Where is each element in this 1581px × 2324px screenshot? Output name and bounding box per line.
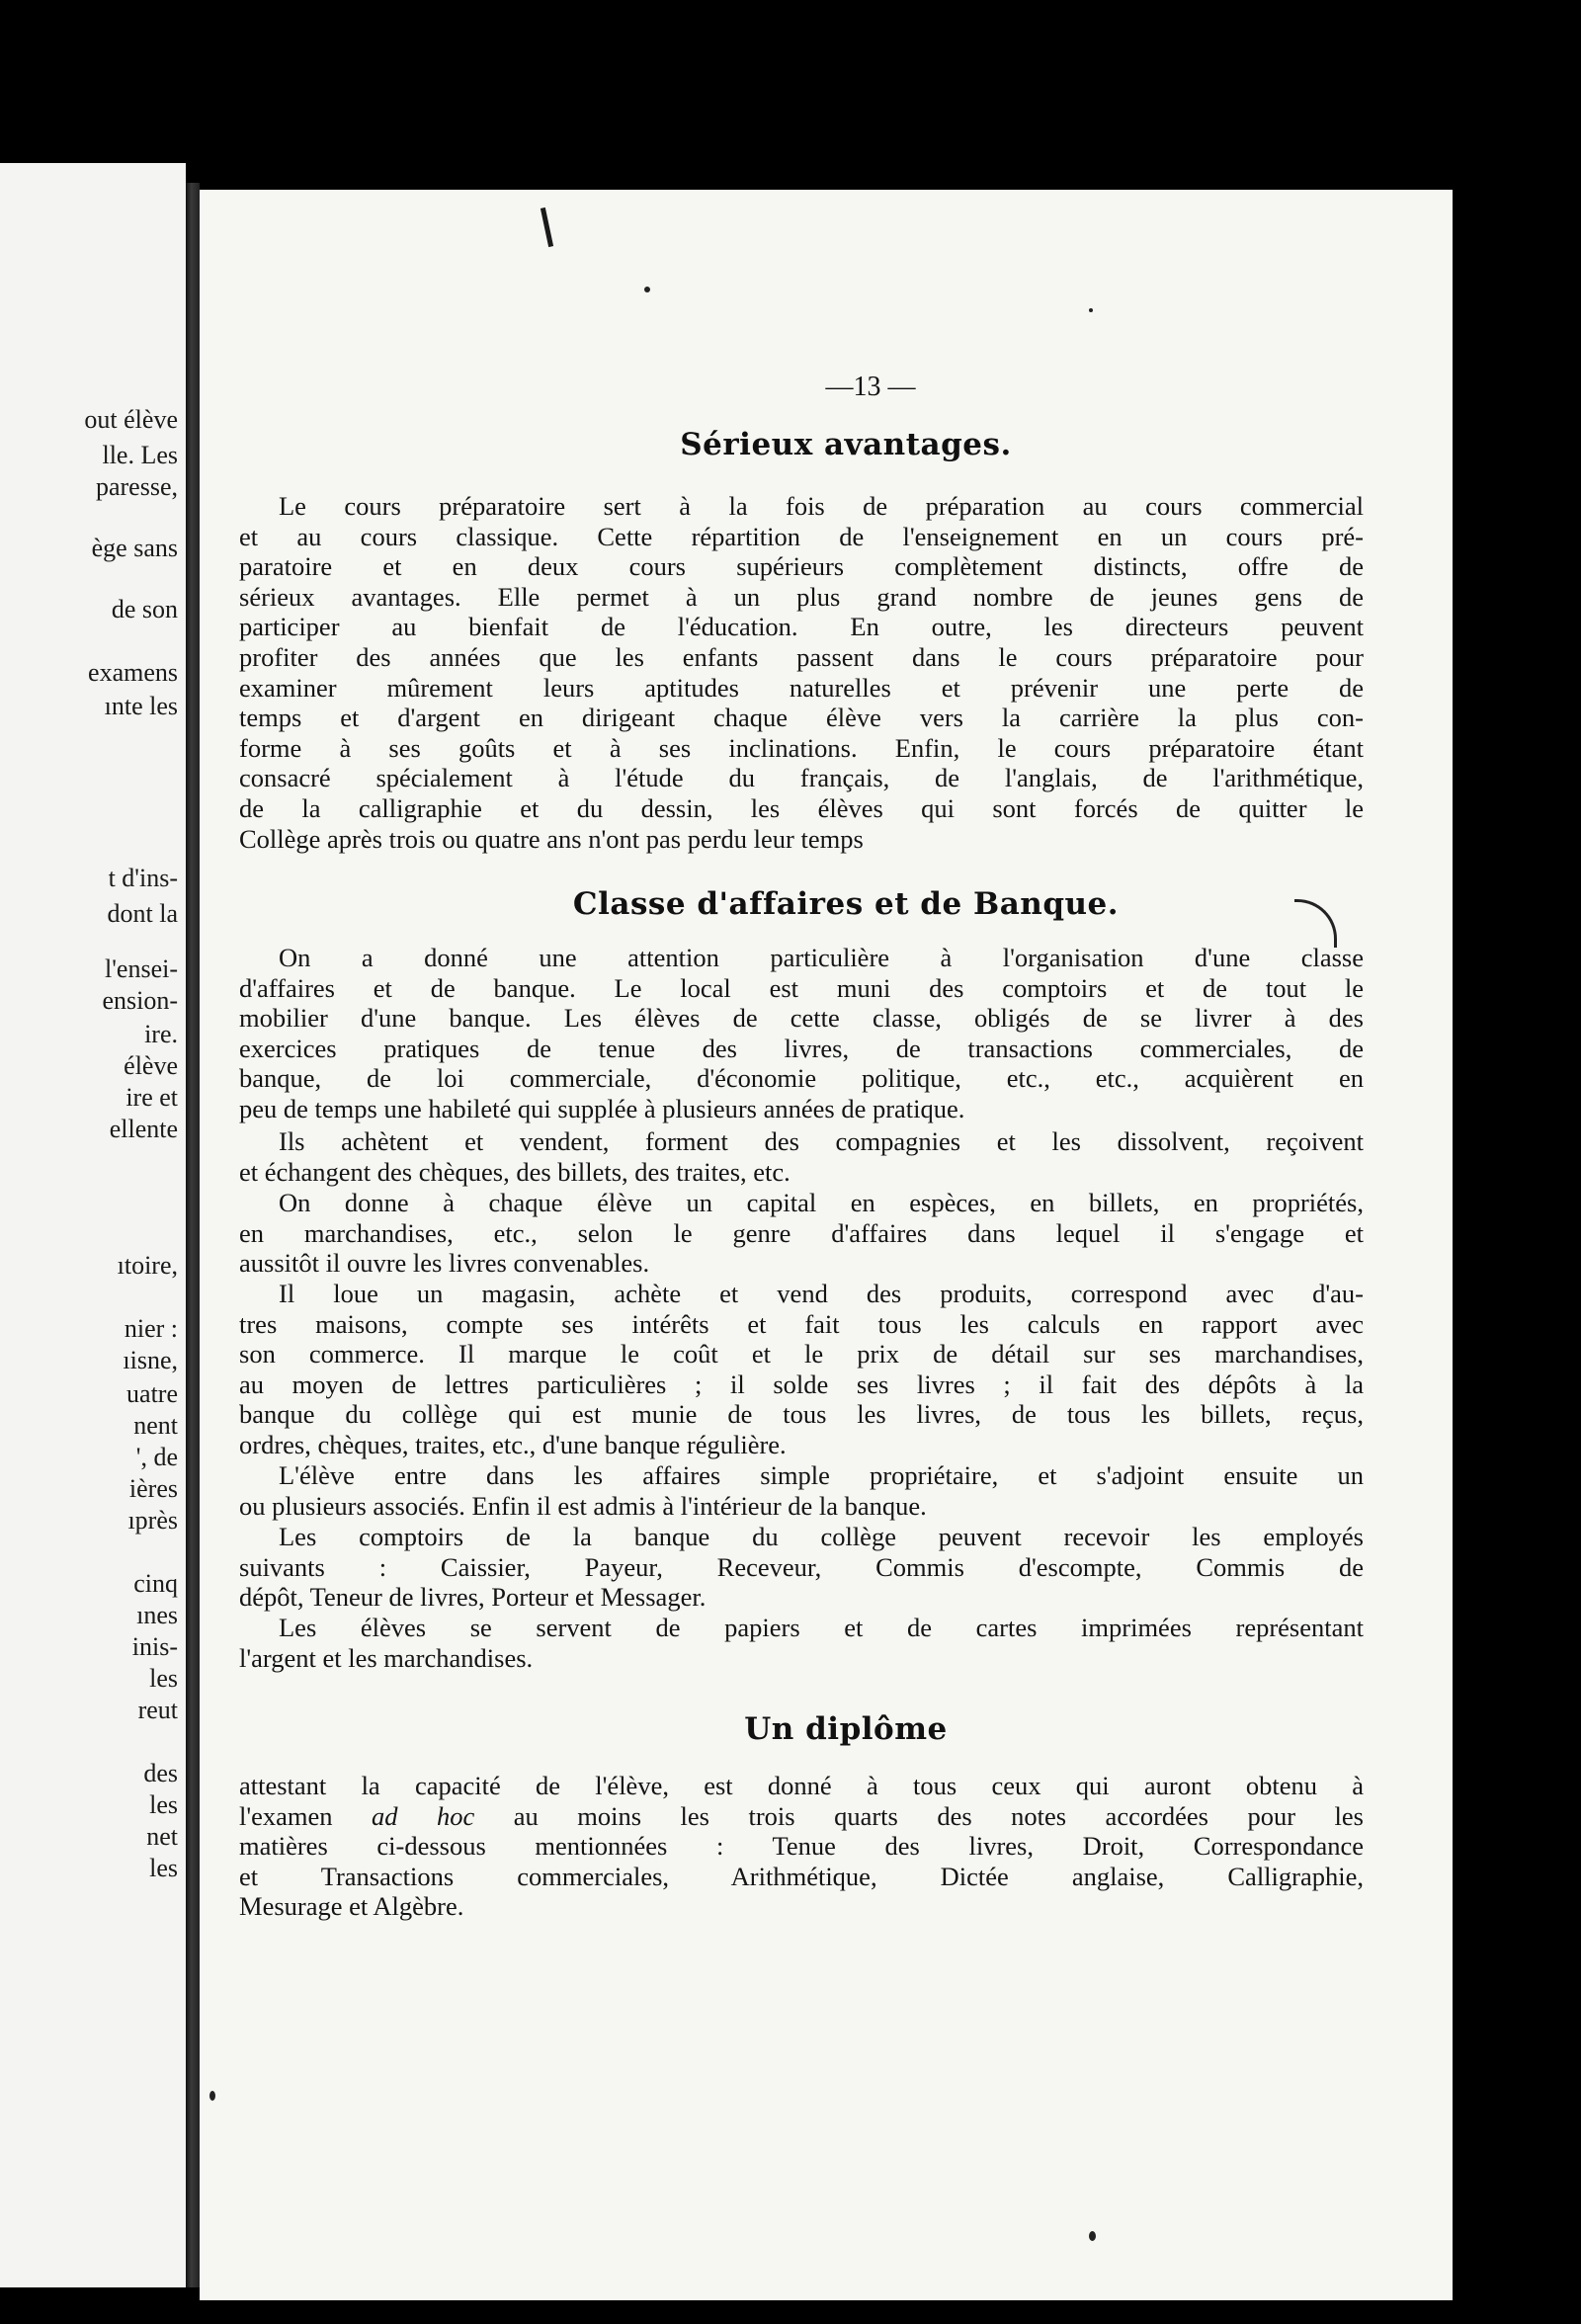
left-page-line: ıprès [127,1506,178,1535]
left-page-line: reut [137,1696,178,1724]
text-line: paratoire et en deux cours supérieurs complètement distincts, offre de [239,551,1364,582]
text-line: Les élèves se servent de papiers et de cartes imprimées représentant [279,1613,1364,1642]
left-page-line: ège sans [91,534,178,562]
text-line: l'examen ad hoc au moins les trois quarts des notes accordées pour les [239,1800,1364,1831]
text-line: matières ci-dessous mentionnées : Tenue des livres, Droit, Correspondance [239,1831,1364,1862]
left-page-line: ınte les [104,692,178,720]
left-page-line: des [143,1759,178,1787]
left-page-line: l'ensei- [105,954,178,983]
left-page-line: ', de [135,1443,178,1471]
left-page-line: les [149,1790,178,1819]
text-line: Mesurage et Algèbre. [239,1891,464,1922]
text-line: attestant la capacité de l'élève, est donné à tous ceux qui auront obtenu à [239,1771,1364,1800]
paragraph-serieux-avantages [239,491,1364,854]
ink-speck [1089,308,1093,312]
paragraph-classe-affaires-3 [239,1188,1364,1279]
text-line: Collège après trois ou quatre ans n'ont pas perdu leur temps [239,823,864,854]
heading-serieux-avantages: Sérieux avantages. [680,427,1012,462]
text-line: temps et d'argent en dirigeant chaque élève vers la carrière la plus con- [239,703,1364,733]
text-line: aussitôt il ouvre les livres convenables. [239,1248,650,1279]
left-page-line: ıisne, [123,1346,178,1374]
text-line: On donne à chaque élève un capital en espèces, en billets, en propriétés, [279,1188,1364,1217]
text-line: en marchandises, etc., selon le genre d'affaires dans lequel il s'engage et [239,1217,1364,1248]
left-page-line: dont la [107,899,178,928]
text-line: participer au bienfait de l'éducation. En outre, les directeurs peuvent [239,612,1364,642]
left-page-line: les [149,1664,178,1693]
text-line: L'élève entre dans les affaires simple propriétaire, et s'adjoint ensuite un [279,1460,1364,1490]
text-line: l'argent et les marchandises. [239,1642,534,1673]
left-page-line: uatre [126,1379,178,1408]
left-page-line: les [149,1854,178,1882]
text-line: exercices pratiques de tenue des livres, de transactions commerciales, de [239,1033,1364,1063]
left-page-line: de son [111,595,178,623]
paragraph-classe-affaires-7 [239,1613,1364,1673]
text-line: ou plusieurs associés. Enfin il est admis à l'intérieur de la banque. [239,1490,927,1521]
text-line: banque du collège qui est munie de tous les livres, de tous les billets, reçus, [239,1399,1364,1430]
text-line: Ils achètent et vendent, forment des compagnies et les dissolvent, reçoivent [279,1126,1364,1156]
text-line: consacré spécialement à l'étude du français, de l'anglais, de l'arithmétique, [239,763,1364,793]
text-line: et Transactions commerciales, Arithmétique, Dictée anglaise, Calligraphie, [239,1861,1364,1891]
left-page-line: paresse, [95,472,178,501]
text-line: Les comptoirs de la banque du collège peuvent recevoir les employés [279,1522,1364,1551]
text-line: Il loue un magasin, achète et vend des produits, correspond avec d'au- [279,1279,1364,1308]
text-line: peu de temps une habileté qui supplée à plusieurs années de pratique. [239,1093,965,1123]
text-line: au moyen de lettres particulières ; il solde ses livres ; il fait des dépôts à la [239,1369,1364,1399]
page-number: —13 — [825,372,916,402]
text-line: banque, de loi commerciale, d'économie politique, etc., etc., acquièrent en [239,1063,1364,1094]
ink-speck [644,287,650,292]
left-page-line: ières [128,1474,178,1503]
heading-un-diplome: Un diplôme [744,1711,948,1747]
text-line: d'affaires et de banque. Le local est muni des comptoirs et de tout le [239,972,1364,1003]
book-gutter [186,183,200,2287]
text-line: examiner mûrement leurs aptitudes naturelles et prévenir une perte de [239,672,1364,703]
text-line: profiter des années que les enfants passent dans le cours préparatoire pour [239,641,1364,672]
text-line: forme à ses goûts et à ses inclinations. Enfin, le cours préparatoire étant [239,732,1364,763]
text-line: sérieux avantages. Elle permet à un plus grand nombre de jeunes gens de [239,581,1364,612]
ink-speck [209,2091,215,2101]
left-page-line: ire et [125,1083,178,1112]
heading-classe-affaires: Classe d'affaires et de Banque. [572,886,1120,922]
text-line: de la calligraphie et du dessin, les élèves qui sont forcés de quitter le [239,792,1364,823]
text-line: et au cours classique. Cette répartition de l'enseignement en un cours pré- [239,521,1364,551]
left-page-line: nent [133,1411,178,1440]
left-page-line: t d'ins- [108,864,178,892]
left-page-line: inis- [131,1632,178,1661]
text-line: son commerce. Il marque le coût et le prix de détail sur ses marchandises, [239,1339,1364,1370]
paragraph-classe-affaires-6 [239,1522,1364,1613]
left-page-line: examens [88,658,178,687]
text-line: suivants : Caissier, Payeur, Receveur, Commis d'escompte, Commis de [239,1551,1364,1582]
left-adjoining-page [0,163,186,2287]
text-line: tres maisons, compte ses intérêts et fait tous les calculs en rapport avec [239,1308,1364,1339]
left-page-line: lle. Les [102,441,178,469]
text-line: dépôt, Teneur de livres, Porteur et Messager. [239,1582,707,1613]
text-line: Le cours préparatoire sert à la fois de préparation au cours commercial [279,491,1364,521]
text-line: et échangent des chèques, des billets, des traites, etc. [239,1156,790,1187]
left-page-line: nier : [124,1314,178,1343]
left-page-line: cinq [133,1569,178,1598]
paragraph-classe-affaires-4 [239,1279,1364,1460]
left-page-line: ension- [102,986,178,1015]
left-page-line: ire. [144,1020,178,1048]
text-line: ordres, chèques, traites, etc., d'une banque régulière. [239,1429,787,1459]
left-page-line: ınes [136,1601,178,1629]
left-page-line: élève [124,1051,178,1080]
text-line: mobilier d'une banque. Les élèves de cette classe, obligés de se livrer à des [239,1003,1364,1034]
text-line: On a donné une attention particulière à l'organisation d'une classe [279,943,1364,972]
paragraph-un-diplome [239,1771,1364,1922]
main-page [200,190,1453,2300]
paragraph-classe-affaires-5 [239,1460,1364,1521]
paragraph-classe-affaires-2 [239,1126,1364,1187]
left-page-line: net [146,1822,178,1851]
left-page-line: ıtoire, [117,1251,178,1280]
left-page-line: ellente [109,1115,178,1143]
left-page-line: out élève [84,405,178,434]
ink-speck [1089,2231,1096,2241]
paragraph-classe-affaires-1 [239,943,1364,1124]
